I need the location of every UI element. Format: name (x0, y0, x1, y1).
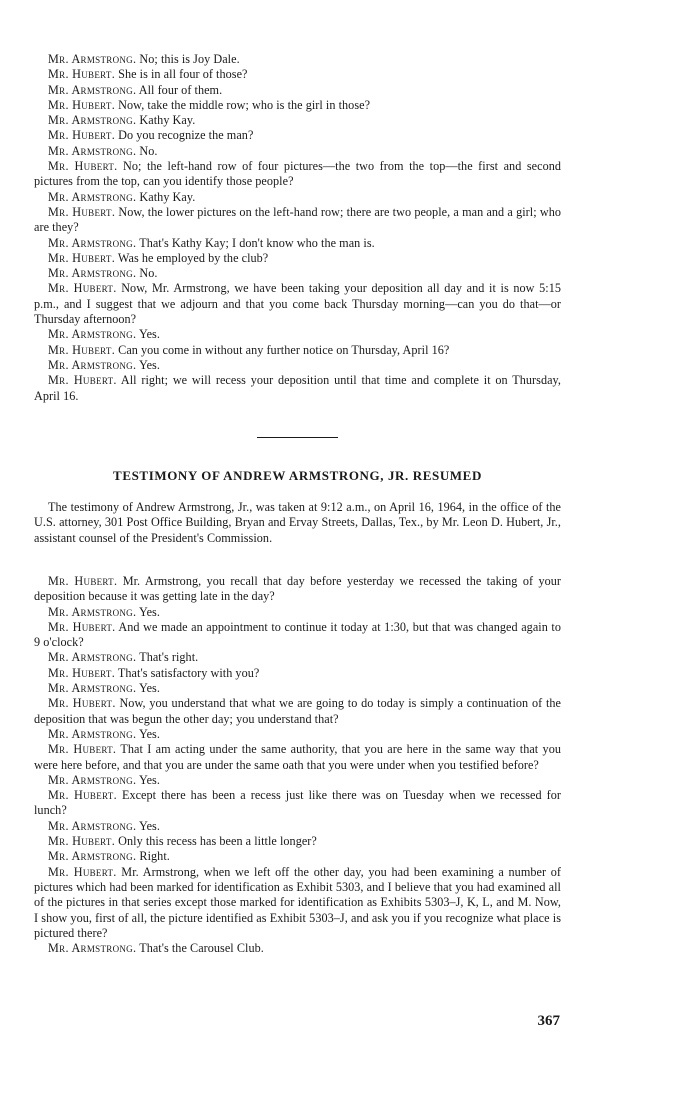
line-text: All four of them. (136, 82, 223, 97)
speaker-name: Mr. Armstrong. (48, 113, 137, 128)
transcript-line (34, 666, 561, 681)
line-text: Yes. (136, 681, 160, 696)
transcript-line (34, 788, 561, 819)
line-text: Yes. (136, 357, 160, 372)
speaker-name: Mr. Hubert. (48, 159, 118, 174)
speaker-name: Mr. Armstrong. (48, 143, 137, 158)
line-text: That's right. (136, 650, 199, 665)
speaker-name: Mr. Hubert. (48, 342, 116, 357)
transcript-line (34, 67, 561, 82)
transcript-line (34, 742, 561, 773)
line-text: Yes. (136, 818, 160, 833)
line-text: Only this recess has been a little longer? (115, 834, 317, 849)
line-text: Now, the lower pictures on the left-hand row; there are two people, a man and a girl; who are they? (34, 204, 561, 235)
transcript-line (34, 834, 561, 849)
transcript-line (34, 819, 561, 834)
speaker-name: Mr. Armstrong. (48, 327, 137, 342)
transcript-line (34, 159, 561, 190)
transcript-line (34, 941, 561, 956)
line-text: No. (136, 266, 158, 281)
transcript-line (34, 144, 561, 159)
speaker-name: Mr. Hubert. (48, 250, 116, 265)
transcript-section-2 (34, 574, 561, 956)
section-divider (257, 437, 338, 438)
speaker-name: Mr. Armstrong. (48, 604, 137, 619)
line-text: Mr. Armstrong, when we left off the other day, you had been examining a number of pictures which had been marked for identification as Exhibit 5303, and I believe that you had examined all of the pictures in that series except those marked for identification as Exhibits 5303–J, K, L, and M. Now, I show you, first of all, the picture identified as Exhibit 5303–J, and ask you if you recognize what place is pictured there? (34, 864, 561, 940)
line-text: Now, Mr. Armstrong, we have been taking your deposition all day and it is now 5:15 p.m., and I suggest that we adjourn and that you come back Thursday morning—can you do that—or Thursday afternoon? (34, 281, 561, 327)
transcript-line (34, 83, 561, 98)
speaker-name: Mr. Armstrong. (48, 650, 137, 665)
speaker-name: Mr. Hubert. (48, 281, 117, 296)
line-text: Do you recognize the man? (115, 128, 254, 143)
speaker-name: Mr. Armstrong. (48, 357, 137, 372)
transcript-line (34, 343, 561, 358)
speaker-name: Mr. Hubert. (48, 128, 116, 143)
transcript-line (34, 650, 561, 665)
transcript-line (34, 190, 561, 205)
line-text: That's satisfactory with you? (115, 665, 260, 680)
line-text: Now, you understand that what we are going to do today is simply a continuation of the deposition that was begun the other day; you understand that? (34, 696, 561, 726)
line-text: Can you come in without any further notice on Thursday, April 16? (115, 342, 450, 357)
speaker-name: Mr. Hubert. (48, 574, 118, 588)
transcript-line (34, 281, 561, 327)
transcript-line (34, 696, 561, 727)
transcript-line (34, 128, 561, 143)
line-text: No; the left-hand row of four pictures—the two from the top—the first and second pictures from the top, can you identify those people? (34, 159, 562, 189)
speaker-name: Mr. Hubert. (48, 373, 117, 388)
transcript-line (34, 620, 561, 651)
transcript-line (34, 358, 561, 373)
speaker-name: Mr. Hubert. (48, 619, 116, 634)
transcript-line (34, 113, 561, 128)
transcript-line (34, 205, 561, 236)
intro-block (34, 500, 561, 546)
speaker-name: Mr. Armstrong. (48, 941, 137, 956)
speaker-name: Mr. Hubert. (48, 788, 117, 803)
speaker-name: Mr. Armstrong. (48, 849, 137, 864)
line-text: Kathy Kay. (136, 189, 196, 204)
transcript-line (34, 849, 561, 864)
speaker-name: Mr. Armstrong. (48, 52, 137, 66)
transcript-line (34, 251, 561, 266)
speaker-name: Mr. Armstrong. (48, 82, 137, 97)
line-text: Was he employed by the club? (115, 250, 269, 265)
speaker-name: Mr. Hubert. (48, 696, 116, 711)
line-text: No; this is Joy Dale. (136, 52, 240, 66)
transcript-line (34, 52, 561, 67)
transcript-line (34, 574, 561, 605)
line-text: That's Kathy Kay; I don't know who the man is. (136, 235, 375, 250)
section-heading: TESTIMONY OF ANDREW ARMSTRONG, JR. RESUMED (113, 468, 482, 483)
speaker-name: Mr. Hubert. (48, 665, 116, 680)
speaker-name: Mr. Hubert. (48, 864, 117, 879)
speaker-name: Mr. Armstrong. (48, 681, 137, 696)
transcript-line (34, 865, 561, 941)
intro-paragraph: The testimony of Andrew Armstrong, Jr., was taken at 9:12 a.m., on April 16, 1964, in the office of the U.S. attorney, 301 Post Office Building, Bryan and Ervay Streets, Dallas, Tex., by Mr. Leon D. Hubert, Jr., assistant counsel of the President's Commission. (34, 500, 561, 545)
speaker-name: Mr. Hubert. (48, 834, 116, 849)
transcript-line (34, 727, 561, 742)
line-text: Yes. (136, 772, 160, 787)
line-text: Yes. (136, 726, 160, 741)
speaker-name: Mr. Armstrong. (48, 818, 137, 833)
speaker-name: Mr. Armstrong. (48, 235, 137, 250)
transcript-line (34, 681, 561, 696)
speaker-name: Mr. Armstrong. (48, 726, 137, 741)
line-text: All right; we will recess your deposition until that time and complete it on Thursday, April 16. (34, 373, 561, 403)
transcript-line (34, 98, 561, 113)
line-text: Except there has been a recess just like there was on Tuesday when we recessed for lunch? (34, 788, 561, 818)
speaker-name: Mr. Armstrong. (48, 189, 137, 204)
line-text: That's the Carousel Club. (136, 941, 264, 956)
transcript-section-1 (34, 52, 561, 404)
speaker-name: Mr. Armstrong. (48, 772, 137, 787)
line-text: Yes. (136, 604, 160, 619)
transcript-line (34, 236, 561, 251)
speaker-name: Mr. Armstrong. (48, 266, 137, 281)
line-text: Right. (136, 849, 170, 864)
transcript-line (34, 327, 561, 342)
speaker-name: Mr. Hubert. (48, 67, 116, 82)
line-text: Yes. (136, 327, 160, 342)
line-text: That I am acting under the same authority, that you are here in the same way that you were here before, and that you are under the same oath that you were under when you testified before? (34, 742, 561, 772)
line-text: And we made an appointment to continue it today at 1:30, but that was changed again to 9 o'clock? (34, 619, 562, 650)
speaker-name: Mr. Hubert. (48, 97, 116, 112)
line-text: Now, take the middle row; who is the girl in those? (115, 97, 371, 112)
line-text: No. (136, 143, 158, 158)
line-text: She is in all four of those? (115, 67, 248, 82)
transcript-line (34, 373, 561, 404)
transcript-line (34, 773, 561, 788)
line-text: Mr. Armstrong, you recall that day before yesterday we recessed the taking of your deposition because it was getting late in the day? (34, 574, 562, 604)
page-number: 367 (537, 1013, 560, 1029)
transcript-line (34, 605, 561, 620)
speaker-name: Mr. Hubert. (48, 742, 117, 757)
line-text: Kathy Kay. (136, 113, 196, 128)
transcript-line (34, 266, 561, 281)
speaker-name: Mr. Hubert. (48, 204, 116, 219)
